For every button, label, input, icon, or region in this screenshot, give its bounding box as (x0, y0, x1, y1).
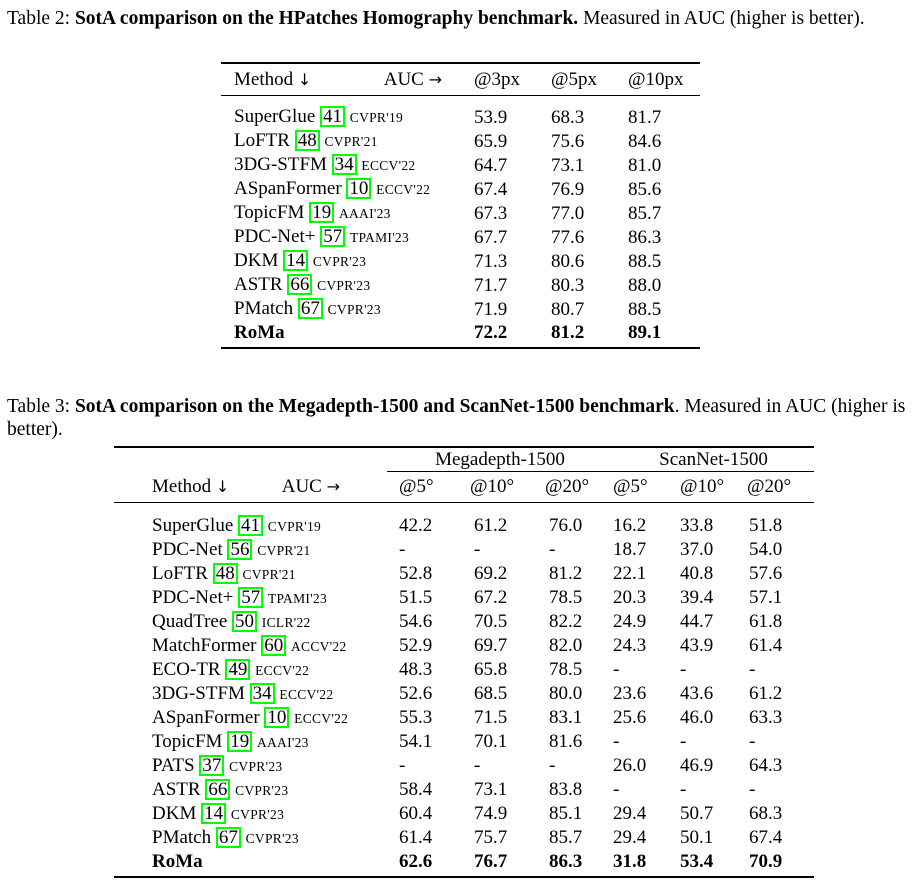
citation-link[interactable]: 49 (225, 659, 250, 680)
value-cell: 68.3 (551, 106, 585, 128)
value-cell: 33.8 (680, 515, 714, 536)
value-cell: 40.8 (680, 563, 714, 584)
value-cell: 83.8 (549, 779, 583, 800)
venue-label: CVPR'21 (257, 542, 311, 558)
value-cell: 81.2 (549, 563, 583, 584)
table2-caption-text: Measured in AUC (higher is better). (578, 8, 865, 29)
value-cell: 20.3 (613, 587, 647, 608)
method-name: PMatch (152, 826, 212, 848)
citation-link[interactable]: 66 (287, 274, 312, 295)
table-row (221, 225, 700, 249)
value-cell: 57.1 (749, 587, 783, 608)
table-row (221, 129, 700, 153)
value-cell: 84.6 (628, 130, 662, 152)
citation-link[interactable]: 19 (309, 202, 334, 223)
value-cell: 85.6 (628, 178, 662, 200)
table-row (221, 201, 700, 225)
value-cell: 74.9 (474, 803, 508, 824)
citation-link[interactable]: 19 (227, 731, 252, 752)
table-row (221, 297, 700, 321)
citation-link[interactable]: 34 (332, 154, 357, 175)
value-cell: 53.9 (474, 106, 508, 128)
venue-label: CVPR'23 (317, 278, 371, 293)
method-cell (221, 225, 468, 249)
value-cell: 75.6 (551, 130, 585, 152)
venue-label: ACCV'22 (290, 638, 347, 654)
table-row (114, 634, 814, 658)
value-cell: - (549, 755, 556, 776)
table-row (114, 730, 814, 754)
method-cell (114, 538, 387, 562)
value-cell: 78.5 (549, 659, 583, 680)
table3-col-header: @20° (747, 472, 814, 503)
method-cell (221, 201, 468, 225)
venue-label: CVPR'23 (327, 302, 381, 317)
table-row (221, 96, 700, 130)
method-name: SuperGlue (234, 106, 316, 127)
citation-link[interactable]: 67 (216, 827, 241, 848)
citation-link[interactable]: 56 (227, 539, 252, 560)
venue-label: CVPR'19 (267, 518, 322, 534)
table2-col-header: @10px (622, 63, 700, 96)
table3 (114, 446, 814, 878)
value-cell: - (749, 731, 756, 752)
value-cell: 61.2 (749, 683, 783, 704)
citation-link[interactable]: 48 (295, 130, 320, 151)
method-name: QuadTree (152, 610, 228, 632)
value-cell: 43.9 (680, 635, 714, 656)
value-cell: - (680, 659, 687, 680)
venue-label: ECCV'22 (279, 686, 334, 702)
value-cell: 71.5 (474, 707, 508, 728)
value-cell: 80.3 (551, 274, 585, 296)
value-cell: 77.0 (551, 202, 585, 224)
value-cell: - (613, 779, 620, 800)
method-name: LoFTR (152, 562, 208, 584)
value-cell: 71.7 (474, 274, 508, 296)
table3-body (114, 502, 814, 877)
value-cell: 52.9 (399, 635, 433, 656)
method-name: LoFTR (234, 130, 290, 151)
venue-label: CVPR'21 (324, 134, 378, 149)
method-name: 3DG-STFM (152, 682, 245, 704)
method-cell (114, 778, 387, 802)
table-row (221, 177, 700, 201)
table-row (114, 538, 814, 562)
value-cell: 50.1 (680, 827, 714, 848)
citation-link[interactable]: 14 (283, 250, 308, 271)
citation-link[interactable]: 10 (264, 707, 289, 728)
value-cell: 70.9 (749, 850, 783, 872)
citation-link[interactable]: 14 (201, 803, 226, 824)
citation-link[interactable]: 66 (205, 779, 230, 800)
method-name: ASTR (234, 274, 283, 295)
method-cell (114, 562, 387, 586)
table3-group-scannet: ScanNet-1500 (613, 447, 814, 472)
method-name: PDC-Net+ (152, 586, 234, 608)
method-cell (114, 754, 387, 778)
venue-label: CVPR'23 (312, 254, 367, 269)
citation-link[interactable]: 57 (320, 226, 345, 247)
table-row (114, 706, 814, 730)
value-cell: 26.0 (613, 755, 647, 776)
down-arrow-icon: ↓ (215, 477, 230, 496)
value-cell: 31.8 (613, 850, 647, 872)
citation-link[interactable]: 34 (250, 683, 275, 704)
venue-label: AAAI'23 (256, 734, 309, 750)
value-cell: 16.2 (613, 515, 647, 536)
table-row (114, 826, 814, 850)
method-label: Method (234, 69, 294, 90)
table-row (114, 778, 814, 802)
value-cell: - (399, 539, 406, 560)
method-cell (114, 610, 387, 634)
value-cell: 64.7 (474, 154, 508, 176)
value-cell: 60.4 (399, 803, 433, 824)
method-cell (114, 802, 387, 826)
venue-label: ICLR'22 (261, 614, 311, 630)
value-cell: 83.1 (549, 707, 583, 728)
right-arrow-icon: → (326, 477, 340, 496)
value-cell: - (613, 659, 620, 680)
value-cell: 77.6 (551, 226, 585, 248)
method-cell (114, 682, 387, 706)
value-cell: 78.5 (549, 587, 583, 608)
table-row (114, 682, 814, 706)
table3-col-header: @5° (387, 472, 462, 503)
method-cell (221, 249, 468, 273)
table2-caption-title: SotA comparison on the HPatches Homography benchmark. (74, 8, 579, 29)
venue-label: CVPR'21 (242, 566, 296, 582)
value-cell: 67.7 (474, 226, 508, 248)
value-cell: 25.6 (613, 707, 647, 728)
citation-link[interactable]: 41 (238, 515, 263, 536)
value-cell: 85.1 (549, 803, 583, 824)
value-cell: 81.2 (551, 322, 585, 343)
value-cell: 62.6 (399, 850, 433, 872)
value-cell: 69.2 (474, 563, 508, 584)
method-cell (221, 153, 468, 177)
value-cell: 18.7 (613, 539, 647, 560)
value-cell: 48.3 (399, 659, 433, 680)
method-name: PDC-Net+ (234, 226, 316, 247)
value-cell: 68.3 (749, 803, 783, 824)
table3-caption-label: Table 3: (7, 396, 75, 417)
method-cell (221, 177, 468, 201)
table3-caption-title: SotA comparison on the Megadepth-1500 and ScanNet-1500 benchmark (74, 396, 675, 417)
value-cell: 55.3 (399, 707, 433, 728)
method-name: ECO-TR (152, 658, 221, 680)
method-name: MatchFormer (152, 634, 257, 656)
value-cell: 53.4 (680, 850, 714, 872)
citation-link[interactable]: 60 (261, 635, 286, 656)
value-cell: 86.3 (628, 226, 662, 248)
venue-label: CVPR'23 (245, 830, 299, 846)
citation-link[interactable]: 57 (238, 587, 263, 608)
venue-label: ECCV'22 (376, 182, 431, 197)
table-row (114, 754, 814, 778)
value-cell: 81.7 (628, 106, 662, 128)
value-cell: - (474, 755, 481, 776)
venue-label: CVPR'19 (349, 110, 404, 125)
citation-link[interactable]: 48 (213, 563, 238, 584)
value-cell: 61.4 (749, 635, 783, 656)
value-cell: 29.4 (613, 827, 647, 848)
venue-label: CVPR'23 (230, 806, 285, 822)
value-cell: 50.7 (680, 803, 714, 824)
method-name: TopicFM (234, 202, 305, 223)
value-cell: 80.6 (551, 250, 585, 272)
value-cell: 58.4 (399, 779, 433, 800)
value-cell: 71.9 (474, 298, 508, 320)
value-cell: 61.8 (749, 611, 783, 632)
table-row (221, 273, 700, 297)
table3-col-header: @5° (613, 472, 680, 503)
method-cell (114, 658, 387, 682)
value-cell: 67.3 (474, 202, 508, 224)
value-cell: - (680, 779, 687, 800)
citation-link[interactable]: 37 (199, 755, 224, 776)
table2-caption-label: Table 2: (7, 8, 75, 29)
table-row-final (114, 850, 814, 877)
method-cell (114, 706, 387, 730)
method-label: Method (152, 476, 212, 497)
value-cell: 46.9 (680, 755, 714, 776)
value-cell: 23.6 (613, 683, 647, 704)
method-cell (114, 634, 387, 658)
value-cell: 80.0 (549, 683, 583, 704)
method-name: ASpanFormer (234, 178, 342, 199)
venue-label: ECCV'22 (361, 158, 416, 173)
value-cell: 54.6 (399, 611, 433, 632)
value-cell: - (749, 779, 756, 800)
value-cell: 29.4 (613, 803, 647, 824)
value-cell: 52.8 (399, 563, 433, 584)
table-row (114, 562, 814, 586)
value-cell: 37.0 (680, 539, 714, 560)
method-cell (114, 730, 387, 754)
table3-group-megadepth: Megadepth-1500 (387, 447, 613, 472)
table2 (221, 62, 700, 349)
table2-header-method (221, 63, 468, 96)
table-row (114, 502, 814, 538)
value-cell: 42.2 (399, 515, 433, 536)
value-cell: 67.4 (749, 827, 783, 848)
value-cell: 76.9 (551, 178, 585, 200)
venue-label: ECCV'22 (294, 710, 349, 726)
value-cell: 24.9 (613, 611, 647, 632)
value-cell: - (549, 539, 556, 560)
value-cell: 57.6 (749, 563, 783, 584)
value-cell: 51.8 (749, 515, 783, 536)
value-cell: 54.1 (399, 731, 433, 752)
venue-label: TPAMI'23 (349, 230, 410, 245)
citation-link[interactable]: 50 (232, 611, 257, 632)
value-cell: 24.3 (613, 635, 647, 656)
method-name: PDC-Net (152, 538, 223, 560)
venue-label: TPAMI'23 (267, 590, 328, 606)
value-cell: 51.5 (399, 587, 433, 608)
venue-label: CVPR'23 (229, 758, 283, 774)
venue-label: CVPR'23 (235, 782, 289, 798)
table2-body (221, 96, 700, 349)
table-row (114, 610, 814, 634)
table-row (114, 802, 814, 826)
method-cell (114, 826, 387, 850)
method-cell (221, 297, 468, 321)
value-cell: 86.3 (549, 850, 583, 872)
method-cell (114, 586, 387, 610)
value-cell: 22.1 (613, 563, 647, 584)
value-cell: 81.0 (628, 154, 662, 176)
value-cell: 89.1 (628, 322, 662, 343)
value-cell: 81.6 (549, 731, 583, 752)
method-name: DKM (234, 250, 279, 271)
value-cell: 63.3 (749, 707, 783, 728)
value-cell: 73.1 (474, 779, 508, 800)
value-cell: 85.7 (628, 202, 662, 224)
table-row (114, 586, 814, 610)
value-cell: 82.2 (549, 611, 583, 632)
value-cell: 71.3 (474, 250, 508, 272)
table3-group-spacer (114, 447, 387, 472)
table3-col-header: @10° (680, 472, 747, 503)
value-cell: 39.4 (680, 587, 714, 608)
down-arrow-icon: ↓ (297, 70, 312, 89)
value-cell: 64.3 (749, 755, 783, 776)
value-cell: 44.7 (680, 611, 714, 632)
auc-label: AUC (281, 476, 322, 497)
method-name: PATS (152, 754, 195, 776)
table2-col-header: @3px (468, 63, 545, 96)
table3-caption-text: . Measured in AUC (higher is better). (7, 396, 906, 440)
value-cell: 69.7 (474, 635, 508, 656)
citation-link[interactable]: 10 (346, 178, 371, 199)
method-name: RoMa (234, 322, 285, 343)
value-cell: 61.4 (399, 827, 433, 848)
value-cell: 76.7 (474, 850, 508, 872)
value-cell: 68.5 (474, 683, 508, 704)
value-cell: 75.7 (474, 827, 508, 848)
value-cell: 76.0 (549, 515, 583, 536)
value-cell: 88.5 (628, 250, 662, 272)
table3-col-header: @10° (462, 472, 537, 503)
table3-col-header: @20° (537, 472, 613, 503)
right-arrow-icon: → (428, 70, 442, 89)
table-row-final (221, 321, 700, 348)
table2-caption (7, 7, 919, 30)
value-cell: 61.2 (474, 515, 508, 536)
method-name: SuperGlue (152, 514, 234, 536)
value-cell: 88.0 (628, 274, 662, 296)
citation-link[interactable]: 67 (298, 298, 323, 319)
method-name: 3DG-STFM (234, 154, 327, 175)
value-cell: - (680, 731, 687, 752)
value-cell: 70.1 (474, 731, 508, 752)
method-name: DKM (152, 802, 197, 824)
value-cell: 82.0 (549, 635, 583, 656)
value-cell: - (613, 731, 620, 752)
value-cell: 46.0 (680, 707, 714, 728)
value-cell: 73.1 (551, 154, 585, 176)
method-name: PMatch (234, 298, 294, 319)
method-name: ASpanFormer (152, 706, 260, 728)
method-name: TopicFM (152, 730, 223, 752)
method-name: RoMa (152, 850, 203, 872)
table2-col-header: @5px (545, 63, 622, 96)
value-cell: 88.5 (628, 298, 662, 320)
value-cell: 85.7 (549, 827, 583, 848)
value-cell: 43.6 (680, 683, 714, 704)
value-cell: 72.2 (474, 322, 508, 343)
method-cell (221, 96, 468, 130)
value-cell: - (749, 659, 756, 680)
value-cell: 80.7 (551, 298, 585, 320)
value-cell: 67.2 (474, 587, 508, 608)
value-cell: 54.0 (749, 539, 783, 560)
citation-link[interactable]: 41 (320, 106, 345, 127)
value-cell: - (399, 755, 406, 776)
auc-label: AUC (383, 69, 424, 90)
table3-caption (7, 395, 919, 441)
method-cell (221, 273, 468, 297)
value-cell: 52.6 (399, 683, 433, 704)
method-name: ASTR (152, 778, 201, 800)
table-row (221, 249, 700, 273)
method-cell (221, 129, 468, 153)
venue-label: ECCV'22 (255, 662, 310, 678)
table-row (114, 658, 814, 682)
value-cell: 65.8 (474, 659, 508, 680)
value-cell: - (474, 539, 481, 560)
method-cell (114, 502, 387, 538)
table3-header-method (114, 472, 387, 503)
value-cell: 65.9 (474, 130, 508, 152)
value-cell: 67.4 (474, 178, 508, 200)
table-row (221, 153, 700, 177)
venue-label: AAAI'23 (338, 206, 391, 221)
value-cell: 70.5 (474, 611, 508, 632)
